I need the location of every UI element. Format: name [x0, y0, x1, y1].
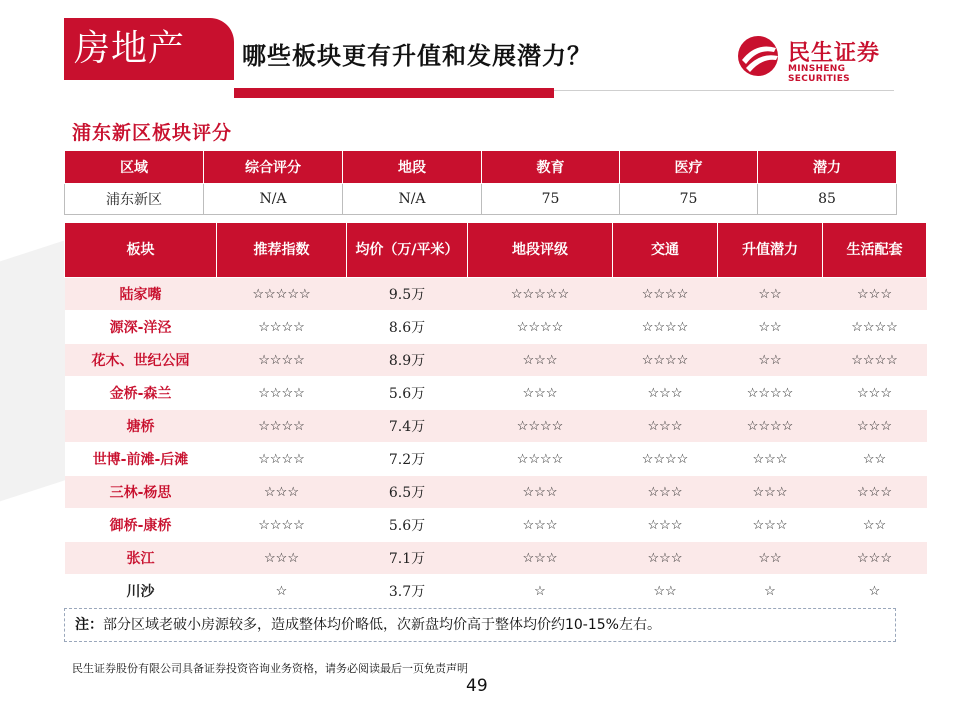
minsheng-logo-icon	[736, 34, 782, 78]
rating-cell: ☆☆☆	[613, 509, 718, 542]
page-number: 49	[466, 676, 488, 696]
avg-price-cell: 3.7万	[347, 575, 468, 608]
table-row	[65, 509, 927, 542]
column-header: 区域	[65, 151, 204, 184]
rating-cell: ☆☆☆☆	[718, 410, 823, 443]
avg-price-cell: 6.5万	[347, 476, 468, 509]
column-header: 综合评分	[204, 151, 343, 184]
table-row	[65, 443, 927, 476]
rating-cell: ☆☆	[718, 311, 823, 344]
company-logo	[736, 34, 896, 84]
avg-price-cell: 7.1万	[347, 542, 468, 575]
rating-cell: ☆☆☆☆	[217, 410, 347, 443]
score-cell: 85	[758, 184, 897, 215]
block-name-cell: 张江	[65, 542, 217, 575]
rating-cell: ☆☆☆☆	[613, 278, 718, 311]
column-header: 板块	[65, 223, 217, 278]
rating-cell: ☆☆☆☆	[613, 443, 718, 476]
rating-cell: ☆☆☆	[468, 377, 613, 410]
rating-cell: ☆☆☆	[613, 542, 718, 575]
table-row	[65, 278, 927, 311]
block-name-cell: 花木、世纪公园	[65, 344, 217, 377]
rating-cell: ☆☆☆☆	[823, 344, 927, 377]
rating-cell: ☆☆☆☆	[468, 443, 613, 476]
table-row	[65, 344, 927, 377]
rating-cell: ☆☆☆☆☆	[468, 278, 613, 311]
block-name-cell: 世博-前滩-后滩	[65, 443, 217, 476]
rating-cell: ☆☆☆☆	[613, 311, 718, 344]
rating-cell: ☆☆☆☆	[217, 509, 347, 542]
table-row	[65, 410, 927, 443]
rating-cell: ☆☆	[718, 542, 823, 575]
block-name-cell: 源深-洋泾	[65, 311, 217, 344]
logo-chinese-name: 民生证券	[788, 41, 881, 66]
block-rating-table	[64, 222, 927, 608]
avg-price-cell: 8.9万	[347, 344, 468, 377]
rating-cell: ☆☆☆	[468, 509, 613, 542]
rating-cell: ☆☆☆☆	[823, 311, 927, 344]
section-title: 浦东新区板块评分	[72, 122, 233, 144]
rating-cell: ☆☆☆☆	[217, 311, 347, 344]
block-name-cell: 陆家嘴	[65, 278, 217, 311]
rating-cell: ☆☆☆	[718, 476, 823, 509]
column-header: 交通	[613, 223, 718, 278]
column-header: 均价（万/平米）	[347, 223, 468, 278]
table-row	[65, 476, 927, 509]
rating-cell: ☆☆	[613, 575, 718, 608]
rating-cell: ☆☆	[718, 278, 823, 311]
rating-cell: ☆☆	[823, 509, 927, 542]
column-header: 地段	[343, 151, 482, 184]
score-cell: 75	[482, 184, 620, 215]
rating-cell: ☆☆☆	[468, 476, 613, 509]
rating-cell: ☆	[217, 575, 347, 608]
block-name-cell: 御桥-康桥	[65, 509, 217, 542]
rating-cell: ☆☆	[823, 443, 927, 476]
column-header: 推荐指数	[217, 223, 347, 278]
avg-price-cell: 7.4万	[347, 410, 468, 443]
score-cell: N/A	[204, 184, 343, 215]
column-header: 升值潜力	[718, 223, 823, 278]
rating-cell: ☆☆☆☆	[468, 410, 613, 443]
rating-cell: ☆☆☆	[718, 509, 823, 542]
logo-english-name: MINSHENG SECURITIES	[788, 64, 850, 84]
rating-cell: ☆☆☆☆	[217, 443, 347, 476]
rating-cell: ☆☆	[718, 344, 823, 377]
rating-cell: ☆☆☆☆	[217, 377, 347, 410]
table-note	[64, 608, 896, 642]
column-header: 医疗	[620, 151, 758, 184]
avg-price-cell: 7.2万	[347, 443, 468, 476]
column-header: 地段评级	[468, 223, 613, 278]
block-name-cell: 金桥-森兰	[65, 377, 217, 410]
table-row	[65, 542, 927, 575]
block-name-cell: 塘桥	[65, 410, 217, 443]
avg-price-cell: 8.6万	[347, 311, 468, 344]
note-text: 部分区域老破小房源较多，造成整体均价略低，次新盘均价高于整体均价约10-15%左右。	[103, 617, 661, 633]
table-row	[65, 575, 927, 608]
rating-cell: ☆☆☆	[718, 443, 823, 476]
avg-price-cell: 9.5万	[347, 278, 468, 311]
rating-cell: ☆☆☆	[468, 344, 613, 377]
rating-cell: ☆☆☆	[217, 476, 347, 509]
rating-cell: ☆☆☆	[823, 377, 927, 410]
rating-cell: ☆☆☆☆	[468, 311, 613, 344]
rating-cell: ☆	[823, 575, 927, 608]
table-row	[65, 377, 927, 410]
rating-cell: ☆☆☆	[217, 542, 347, 575]
block-name-cell: 川沙	[65, 575, 217, 608]
rating-cell: ☆☆☆☆	[217, 344, 347, 377]
table-row	[65, 311, 927, 344]
district-name-cell: 浦东新区	[65, 184, 204, 215]
score-cell: 75	[620, 184, 758, 215]
footer-disclaimer: 民生证券股份有限公司具备证券投资咨询业务资格，请务必阅读最后一页免责声明	[72, 662, 468, 675]
score-cell: N/A	[343, 184, 482, 215]
table-row	[65, 184, 897, 215]
district-score-table	[64, 150, 897, 215]
avg-price-cell: 5.6万	[347, 377, 468, 410]
table-header-row	[65, 223, 927, 278]
rating-cell: ☆☆☆	[613, 377, 718, 410]
title-underline	[234, 88, 554, 98]
rating-cell: ☆☆☆	[613, 476, 718, 509]
page-title: 哪些板块更有升值和发展潜力？	[242, 42, 592, 70]
rating-cell: ☆☆☆	[823, 542, 927, 575]
rating-cell: ☆☆☆	[613, 410, 718, 443]
column-header: 潜力	[758, 151, 897, 184]
rating-cell: ☆☆☆	[823, 476, 927, 509]
avg-price-cell: 5.6万	[347, 509, 468, 542]
watermark-shape	[0, 239, 70, 502]
note-label: 注：	[75, 617, 103, 633]
rating-cell: ☆	[468, 575, 613, 608]
rating-cell: ☆☆☆	[823, 410, 927, 443]
rating-cell: ☆☆☆☆	[718, 377, 823, 410]
column-header: 教育	[482, 151, 620, 184]
rating-cell: ☆☆☆	[823, 278, 927, 311]
block-name-cell: 三林-杨思	[65, 476, 217, 509]
header-divider	[554, 90, 894, 91]
rating-cell: ☆☆☆	[468, 542, 613, 575]
rating-cell: ☆	[718, 575, 823, 608]
rating-cell: ☆☆☆☆	[613, 344, 718, 377]
table-header-row	[65, 151, 897, 184]
category-tab: 房地产	[64, 18, 234, 80]
column-header: 生活配套	[823, 223, 927, 278]
rating-cell: ☆☆☆☆☆	[217, 278, 347, 311]
